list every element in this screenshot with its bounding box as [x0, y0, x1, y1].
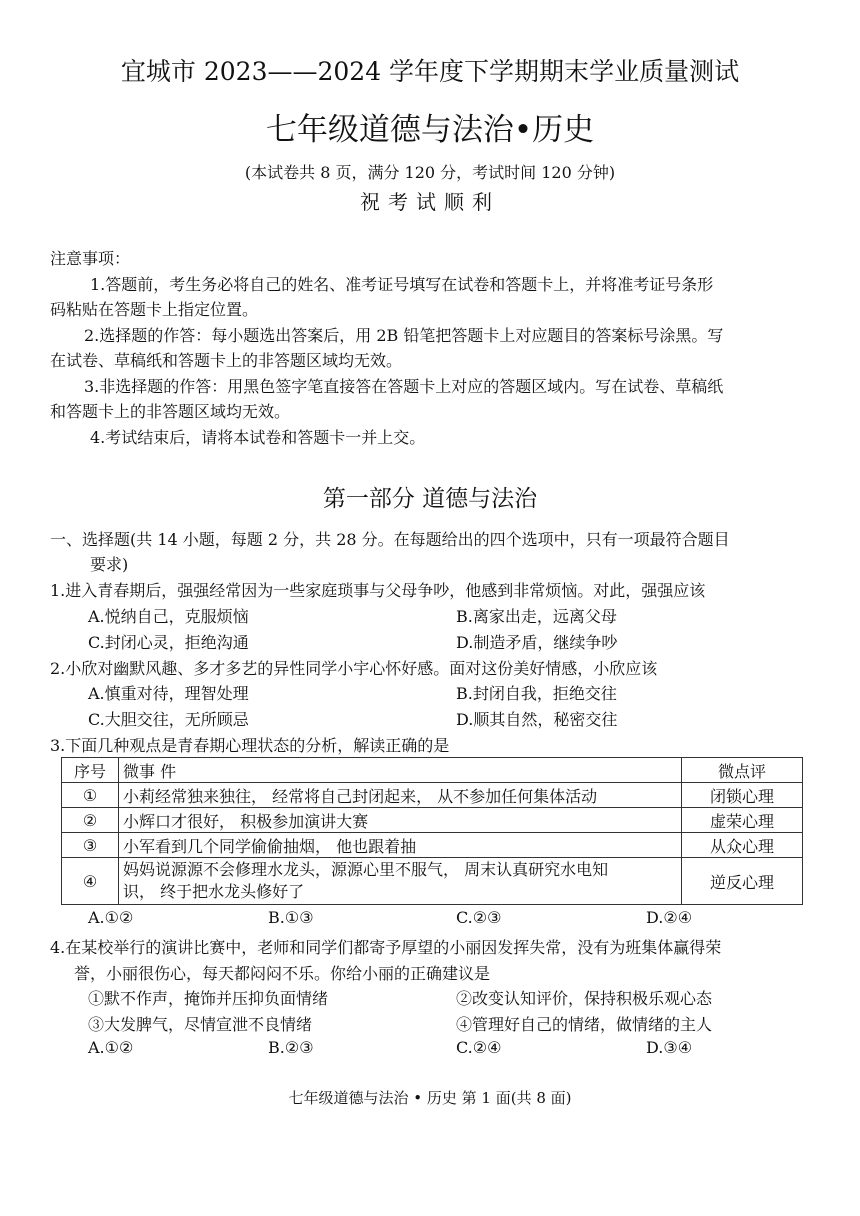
table-cell: 逆反心理: [682, 858, 803, 905]
exam-info: (本试卷共 8 页，满分 120 分，考试时间 120 分钟): [244, 163, 616, 182]
notice-line: 3.非选择题的作答：用黑色签字笔直接答在答题卡上对应的答题区域内。写在试卷、草稿纸: [84, 377, 724, 396]
notice-line: 1.答题前，考生务必将自己的姓名、准考证号填写在试卷和答题卡上，并将准考证号条形: [90, 275, 714, 294]
option-c: C.大胆交往，无所顾忌: [88, 710, 249, 729]
question-stem: 2.小欣对幽默风趣、多才多艺的异性同学小宇心怀好感。面对这份美好情感，小欣应该: [50, 659, 658, 678]
table-cell: 小军看到几个同学偷偷抽烟， 他也跟着抽: [119, 833, 682, 858]
question-stem: 3.下面几种观点是青春期心理状态的分析，解读正确的是: [50, 736, 450, 755]
option-b: B.离家出走，远离父母: [456, 607, 617, 626]
table-row: [62, 783, 803, 808]
option-b: B.②③: [268, 1038, 314, 1057]
statement: ④管理好自己的情绪，做情绪的主人: [456, 1015, 713, 1034]
table-cell: 闭锁心理: [682, 783, 803, 808]
table-cell: 小莉经常独来独往， 经常将自己封闭起来， 从不参加任何集体活动: [119, 783, 682, 808]
table-cell-line: 识， 终于把水龙头修好了: [123, 882, 305, 901]
subject-title: 七年级道德与法治•历史: [265, 112, 595, 148]
table-row: [62, 833, 803, 858]
good-luck-text: 祝考试顺利: [360, 190, 500, 214]
part-title: 第一部分 道德与法治: [322, 486, 538, 512]
section-instruction: 一、选择题(共 14 小题，每题 2 分，共 28 分。在每题给出的四个选项中，只有一项最符合题目: [50, 530, 730, 549]
notice-line: 在试卷、草稿纸和答题卡上的非答题区域均无效。: [50, 351, 403, 370]
option-b: B.封闭自我，拒绝交往: [456, 684, 617, 703]
notice-line: 和答题卡上的非答题区域均无效。: [50, 402, 291, 421]
table-cell: ④: [62, 858, 119, 905]
table-cell: 虚荣心理: [682, 808, 803, 833]
statement: ①默不作声，掩饰并压抑负面情绪: [88, 989, 329, 1008]
notice-line: 4.考试结束后，请将本试卷和答题卡一并上交。: [90, 428, 426, 447]
table-cell: ②: [62, 808, 119, 833]
section-instruction-cont: 要求): [90, 555, 129, 574]
table-header: 微事 件: [119, 758, 682, 783]
table-row: [62, 858, 803, 905]
notice-line: 码粘贴在答题卡上指定位置。: [50, 300, 259, 319]
table-header: 微点评: [682, 758, 803, 783]
table-header: 序号: [62, 758, 119, 783]
notice-heading: 注意事项：: [50, 249, 131, 268]
option-a: A.慎重对待，理智处理: [88, 684, 249, 703]
question-stem: 4.在某校举行的演讲比赛中，老师和同学们都寄予厚望的小丽因发挥失常，没有为班集体赢得荣: [50, 938, 722, 957]
notice-line: 2.选择题的作答：每小题选出答案后，用 2B 铅笔把答题卡上对应题目的答案标号涂黑。写: [84, 326, 724, 345]
option-c: C.②③: [456, 908, 502, 927]
question-stem-cont: 誉，小丽很伤心，每天都闷闷不乐。你给小丽的正确建议是: [74, 964, 491, 983]
page-footer: 七年级道德与法治 • 历史 第 1 面(共 8 面): [288, 1089, 572, 1107]
option-d: D.制造矛盾，继续争吵: [456, 633, 618, 652]
option-d: D.②④: [646, 908, 693, 927]
option-a: A.①②: [88, 1038, 134, 1057]
analysis-table: [61, 757, 803, 905]
option-a: A.悦纳自己，克服烦恼: [88, 607, 249, 626]
exam-title: 宜城市 2023——2024 学年度下学期期末学业质量测试: [120, 57, 740, 86]
option-d: D.③④: [646, 1038, 693, 1057]
option-b: B.①③: [268, 908, 314, 927]
option-d: D.顺其自然，秘密交往: [456, 710, 618, 729]
option-a: A.①②: [88, 908, 134, 927]
question-stem: 1.进入青春期后，强强经常因为一些家庭琐事与父母争吵，他感到非常烦恼。对此，强强应该: [50, 581, 706, 600]
table-cell: 小辉口才很好， 积极参加演讲大赛: [119, 808, 682, 833]
table-cell: [119, 858, 682, 905]
table-row: [62, 808, 803, 833]
table-cell-line: 妈妈说源源不会修理水龙头，源源心里不服气， 周末认真研究水电知: [123, 860, 609, 879]
option-c: C.封闭心灵，拒绝沟通: [88, 633, 249, 652]
statement: ②改变认知评价，保持积极乐观心态: [456, 989, 713, 1008]
table-cell: 从众心理: [682, 833, 803, 858]
table-cell: ③: [62, 833, 119, 858]
table-cell: ①: [62, 783, 119, 808]
table-header-row: [62, 758, 803, 783]
option-c: C.②④: [456, 1038, 502, 1057]
statement: ③大发脾气，尽情宣泄不良情绪: [88, 1015, 313, 1034]
